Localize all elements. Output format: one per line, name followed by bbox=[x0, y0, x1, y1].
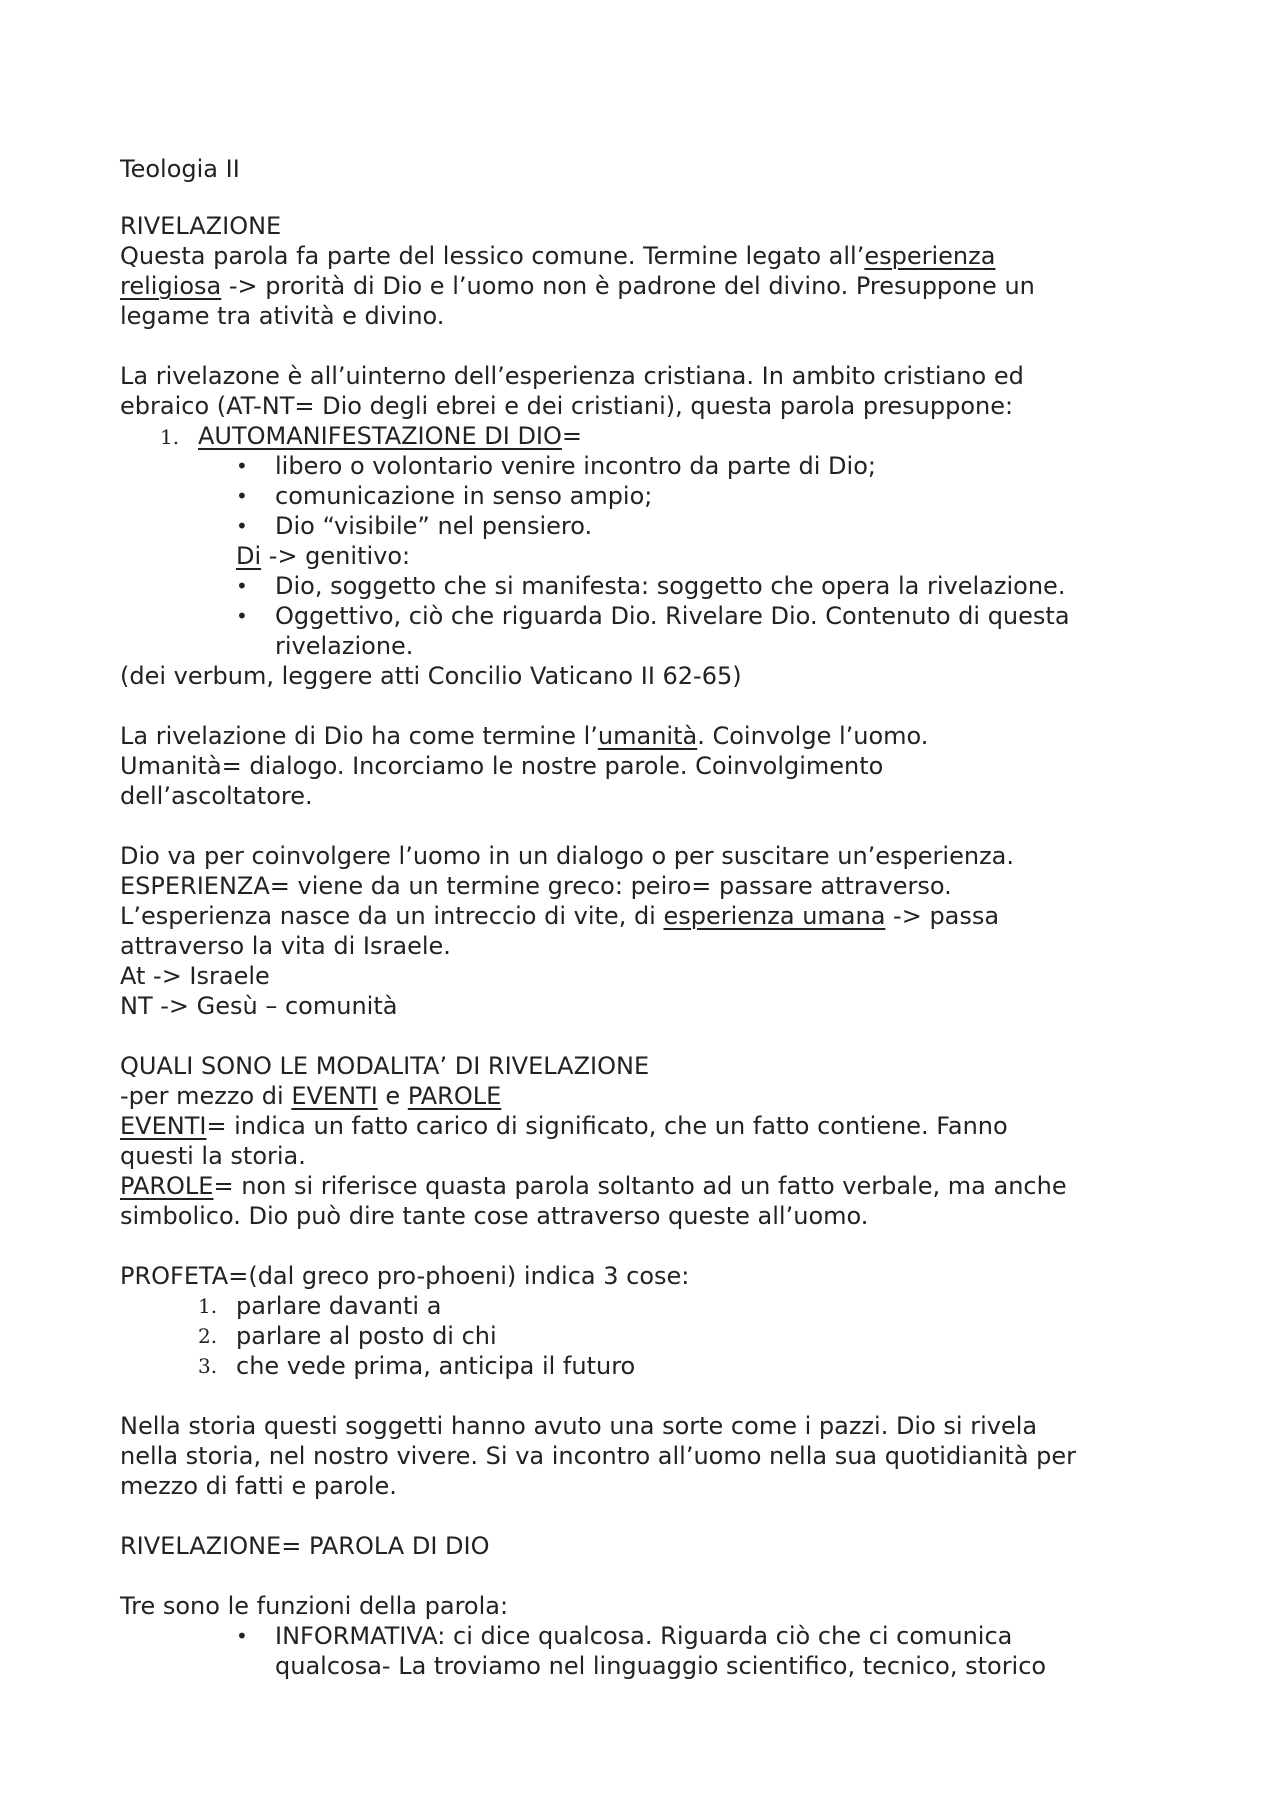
text-span: -> genitivo: bbox=[261, 542, 411, 570]
underlined-text: AUTOMANIFESTAZIONE DI DIO bbox=[198, 422, 562, 450]
underlined-text: PAROLE bbox=[120, 1172, 214, 1200]
list-item: che vede prima, anticipa il futuro bbox=[236, 1352, 636, 1380]
section-heading-profeta: PROFETA=(dal greco pro-phoeni) indica 3 cose: bbox=[120, 1262, 690, 1290]
number-marker: 1. bbox=[160, 425, 180, 449]
subheading-line bbox=[236, 541, 410, 571]
text-span: -per mezzo di bbox=[120, 1082, 292, 1110]
paragraph-line bbox=[120, 241, 995, 271]
text-span: . Coinvolge l’uomo. bbox=[697, 722, 929, 750]
underlined-text: umanità bbox=[597, 722, 698, 750]
bullet-item-continuation: qualcosa- La troviamo nel linguaggio scientifico, tecnico, storico bbox=[275, 1652, 1047, 1680]
section-heading-funzioni: Tre sono le funzioni della parola: bbox=[120, 1592, 509, 1620]
list-number: 3. bbox=[198, 1354, 218, 1378]
list-item-label bbox=[198, 421, 582, 451]
bullet-icon: • bbox=[236, 604, 248, 628]
text-span: -> prorità di Dio e l’uomo non è padrone del divino. Presuppone un bbox=[221, 272, 1035, 300]
document-title: Teologia II bbox=[120, 155, 240, 183]
text-span: Questa parola fa parte del lessico comune. Termine legato all’ bbox=[120, 242, 865, 270]
reference-line: (dei verbum, leggere atti Concilio Vaticano II 62-65) bbox=[120, 662, 742, 690]
underlined-text: PAROLE bbox=[407, 1082, 502, 1110]
paragraph-line: ebraico (AT-NT= Dio degli ebrei e dei cristiani), questa parola presuppone: bbox=[120, 392, 1014, 420]
bullet-icon: • bbox=[236, 574, 248, 598]
paragraph-line: Umanità= dialogo. Incorciamo le nostre parole. Coinvolgimento bbox=[120, 752, 884, 780]
paragraph-line: questi la storia. bbox=[120, 1142, 306, 1170]
paragraph-line bbox=[120, 721, 928, 751]
bullet-item: Dio, soggetto che si manifesta: soggetto che opera la rivelazione. bbox=[275, 572, 1066, 600]
paragraph-line: ESPERIENZA= viene da un termine greco: peiro= passare attraverso. bbox=[120, 872, 952, 900]
list-number bbox=[160, 421, 179, 452]
paragraph-line bbox=[120, 1171, 1067, 1201]
text-span: e bbox=[377, 1082, 408, 1110]
paragraph-line bbox=[120, 1111, 1008, 1141]
paragraph-line: nella storia, nel nostro vivere. Si va incontro all’uomo nella sua quotidianità per bbox=[120, 1442, 1077, 1470]
paragraph-line bbox=[120, 901, 999, 931]
text-span: = bbox=[561, 422, 583, 450]
list-item: parlare al posto di chi bbox=[236, 1322, 497, 1350]
underlined-text: EVENTI bbox=[291, 1082, 378, 1110]
bullet-item: Dio “visibile” nel pensiero. bbox=[275, 512, 593, 540]
bullet-icon: • bbox=[236, 1624, 248, 1648]
underlined-text: esperienza bbox=[864, 242, 996, 270]
bullet-item: INFORMATIVA: ci dice qualcosa. Riguarda ciò che ci comunica bbox=[275, 1622, 1013, 1650]
text-span: L’esperienza nasce da un intreccio di vite, di bbox=[120, 902, 664, 930]
paragraph-line bbox=[120, 271, 1035, 301]
text-span: = indica un fatto carico di significato, che un fatto contiene. Fanno bbox=[206, 1112, 1008, 1140]
underlined-text: EVENTI bbox=[120, 1112, 207, 1140]
bullet-item-continuation: rivelazione. bbox=[275, 632, 414, 660]
bullet-item: libero o volontario venire incontro da parte di Dio; bbox=[275, 452, 876, 480]
bullet-icon: • bbox=[236, 454, 248, 478]
paragraph-line: simbolico. Dio può dire tante cose attraverso queste all’uomo. bbox=[120, 1202, 869, 1230]
paragraph-line: Nella storia questi soggetti hanno avuto una sorte come i pazzi. Dio si rivela bbox=[120, 1412, 1038, 1440]
underlined-text: esperienza umana bbox=[663, 902, 886, 930]
paragraph-line: At -> Israele bbox=[120, 962, 270, 990]
bullet-item: comunicazione in senso ampio; bbox=[275, 482, 653, 510]
paragraph-line: mezzo di fatti e parole. bbox=[120, 1472, 397, 1500]
paragraph-line: dell’ascoltatore. bbox=[120, 782, 313, 810]
list-number: 2. bbox=[198, 1324, 218, 1348]
paragraph-line bbox=[120, 1081, 501, 1111]
paragraph-line: Dio va per coinvolgere l’uomo in un dialogo o per suscitare un’esperienza. bbox=[120, 842, 1014, 870]
bullet-icon: • bbox=[236, 484, 248, 508]
list-item: parlare davanti a bbox=[236, 1292, 442, 1320]
bullet-item: Oggettivo, ciò che riguarda Dio. Rivelare Dio. Contenuto di questa bbox=[275, 602, 1070, 630]
section-heading-rivelazione: RIVELAZIONE bbox=[120, 212, 282, 240]
underlined-text: Di bbox=[236, 542, 262, 570]
paragraph-line: attraverso la vita di Israele. bbox=[120, 932, 451, 960]
list-number: 1. bbox=[198, 1294, 218, 1318]
paragraph-line: La rivelazone è all’uinterno dell’esperienza cristiana. In ambito cristiano ed bbox=[120, 362, 1024, 390]
text-span: -> passa bbox=[885, 902, 1000, 930]
underlined-text: religiosa bbox=[120, 272, 222, 300]
text-span: La rivelazione di Dio ha come termine l’ bbox=[120, 722, 598, 750]
section-heading-parola: RIVELAZIONE= PAROLA DI DIO bbox=[120, 1532, 490, 1560]
text-span: = non si riferisce quasta parola soltanto ad un fatto verbale, ma anche bbox=[213, 1172, 1067, 1200]
section-heading-modalita: QUALI SONO LE MODALITA’ DI RIVELAZIONE bbox=[120, 1052, 650, 1080]
paragraph-line: NT -> Gesù – comunità bbox=[120, 992, 398, 1020]
bullet-icon: • bbox=[236, 514, 248, 538]
paragraph-line: legame tra atività e divino. bbox=[120, 302, 445, 330]
